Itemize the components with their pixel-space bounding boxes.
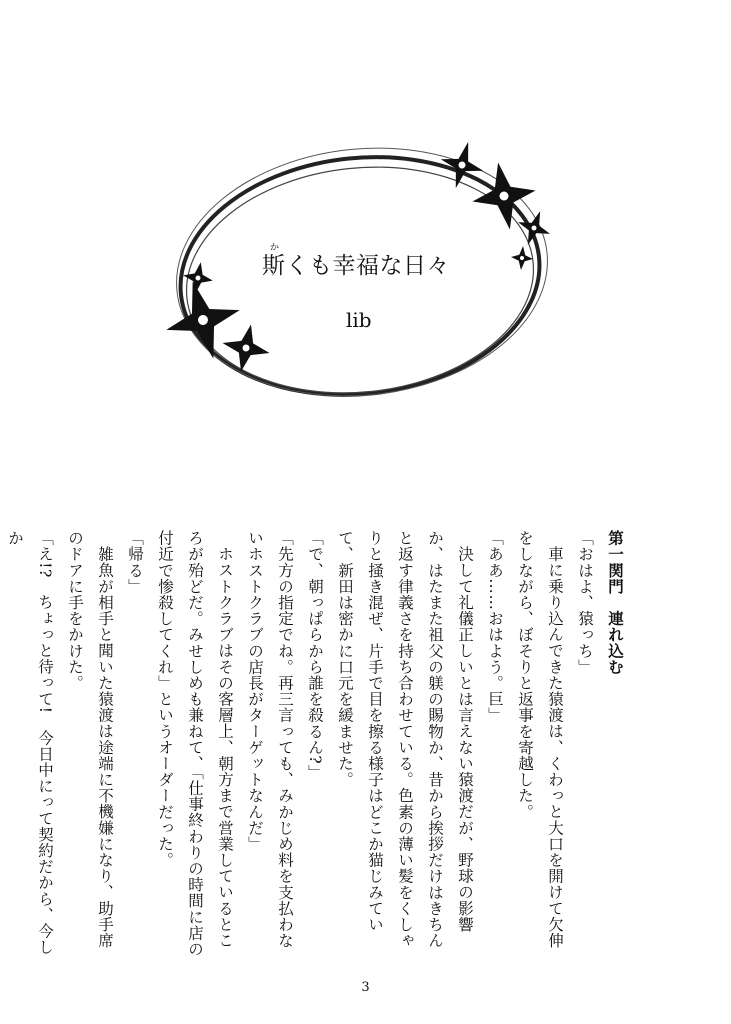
- paragraph: 「え!? ちょっと待って! 今日中にって契約だから、今しか: [6, 530, 54, 956]
- paragraph: ホストクラブはその客層上、朝方まで営業しているところが殆どだ。みせしめも兼ねて、「仕事終わりの時間に店の付近で惨殺してくれ」というオーダーだった。: [156, 530, 234, 957]
- title-ruby: か: [270, 243, 280, 253]
- shuriken-icon: [156, 272, 250, 369]
- page-number: 3: [361, 980, 370, 995]
- shuriken-icon: [218, 320, 275, 377]
- page-title: 斯くも幸福な日々: [262, 253, 450, 279]
- vertical-body-text: [6, 530, 630, 960]
- chapter-title: 第一関門 連れ込む: [606, 530, 625, 675]
- paragraph: 車に乗り込んできた猿渡は、くわっと大口を開けて欠伸をしながら、ぼそりと返事を寄越した。: [516, 530, 564, 948]
- title-frame-decoration: [0, 0, 731, 420]
- paragraph: 雑魚が相手と聞いた猿渡は途端に不機嫌になり、助手席のドアに手をかけた。: [66, 530, 114, 948]
- paragraph: 「で、朝っぱらから誰を殺るん?」: [306, 530, 324, 781]
- paragraph: 「ああ……おはよう。巨」: [486, 530, 504, 724]
- paragraph: 「帰る」: [126, 530, 144, 595]
- paragraph: 「おはよ、猿っち」: [576, 530, 594, 675]
- author-name: lib: [346, 308, 372, 332]
- paragraph: 決して礼儀正しいとは言えない猿渡だが、野球の影響か、はたまた祖父の躾の賜物か、昔から挨拶だけはきちんと返す律義さを持ち合わせている。色素の薄い髪をくしゃりと掻き混ぜ、片手で目を擦る様子はどこか猫じみていて、新田は密かに口元を緩ませた。: [336, 530, 474, 949]
- title-block: [262, 244, 482, 284]
- paragraph: 「先方の指定でね。再三言っても、みかじめ料を支払わないホストクラブの店長がターゲットなんだ」: [246, 530, 294, 949]
